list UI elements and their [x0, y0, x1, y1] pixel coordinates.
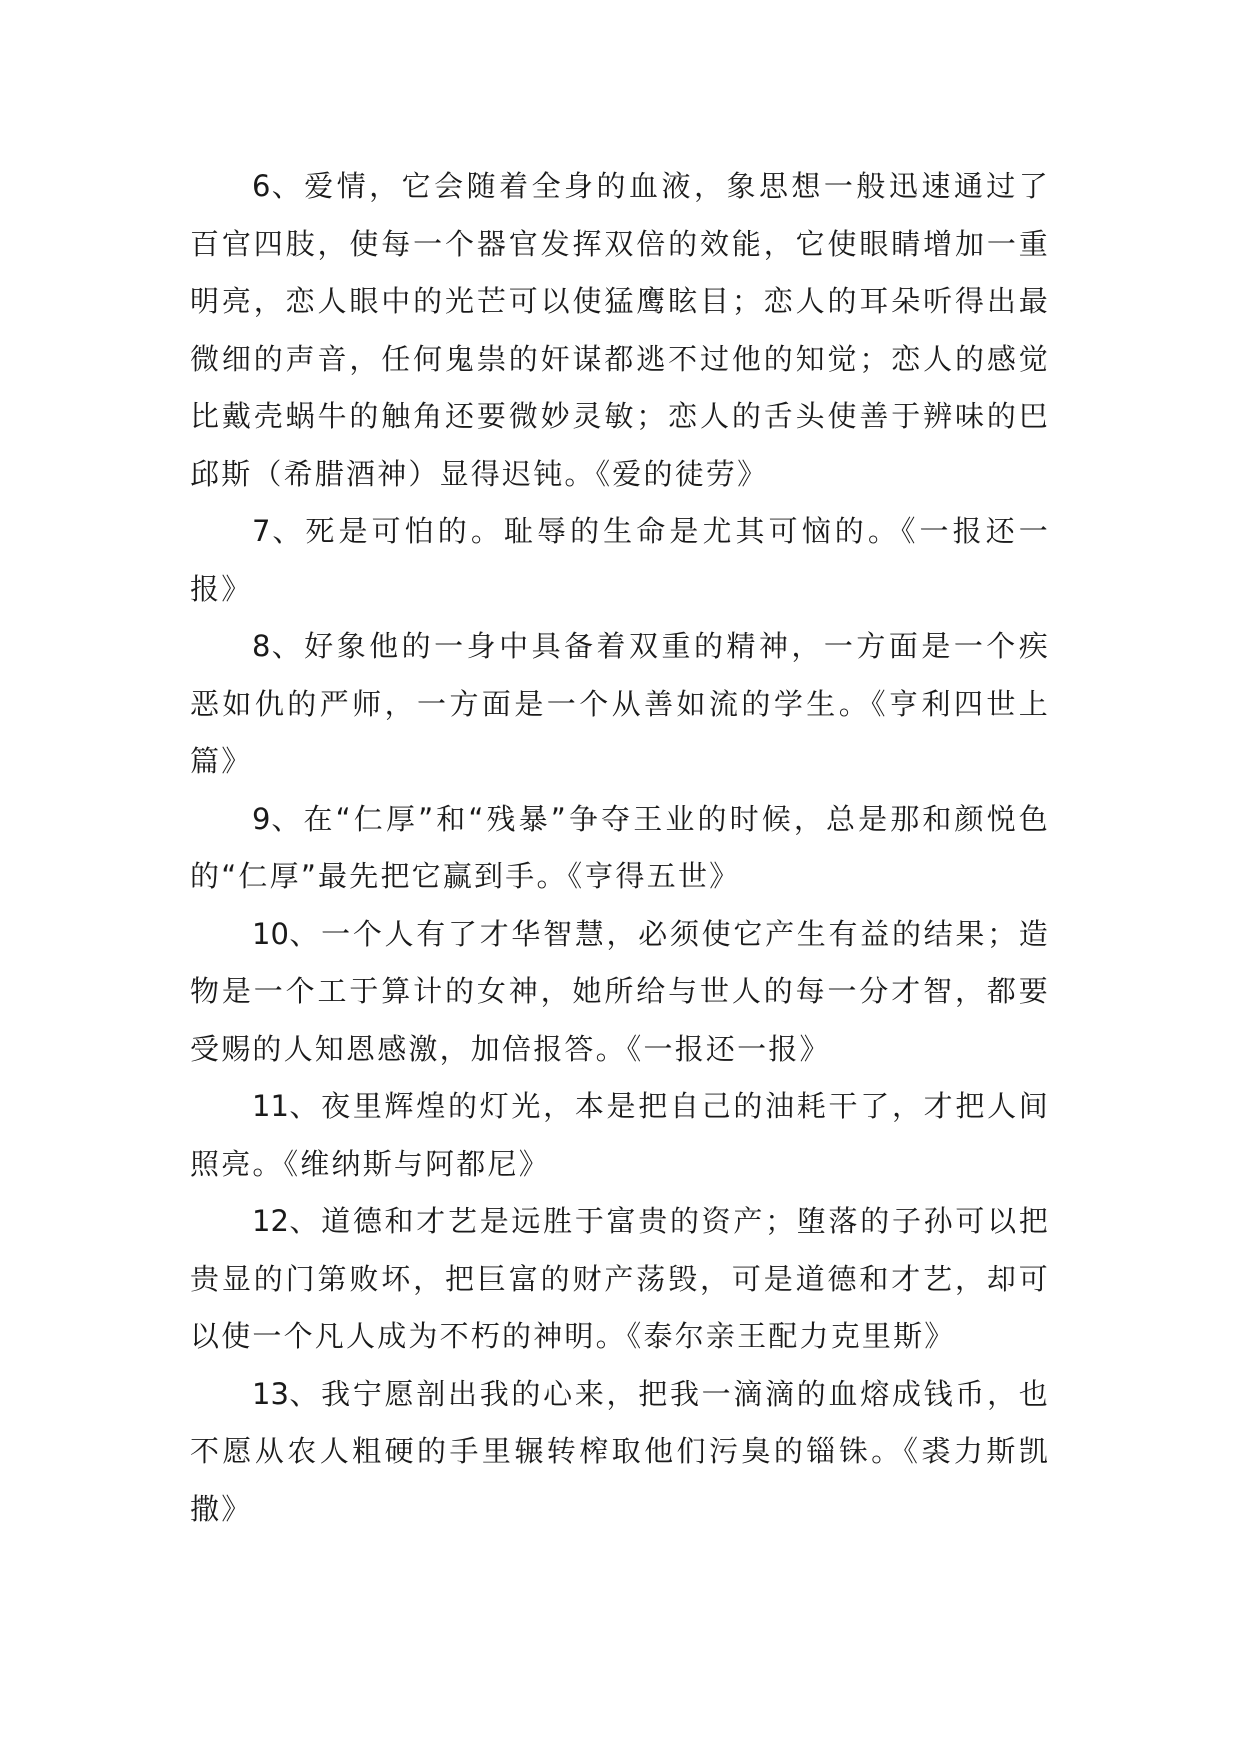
quote-paragraph-10 — [190, 906, 1050, 1079]
quote-text: 、一个人有了才华智慧，必须使它产生有益的结果；造物是一个工于算计的女神，她所给与世人的每一分才智，都要受赐的人知恩感激，加倍报答。《一报还一报》 — [190, 916, 1050, 1066]
quote-number: 11 — [252, 1089, 289, 1123]
quote-paragraph-12 — [190, 1193, 1050, 1366]
quote-number: 9 — [252, 801, 271, 836]
quote-text: 、在“仁厚”和“残暴”争夺王业的时候，总是那和颜悦色的“仁厚”最先把它赢到手。《亨得五世》 — [190, 801, 1050, 893]
quote-paragraph-8 — [190, 618, 1050, 791]
quote-paragraph-9 — [190, 791, 1050, 906]
document-body — [190, 158, 1050, 1538]
quote-number: 7 — [252, 514, 271, 548]
quote-text: 、道德和才艺是远胜于富贵的资产；堕落的子孙可以把贵显的门第败坏，把巨富的财产荡毁，可是道德和才艺，却可以使一个凡人成为不朽的神明。《泰尔亲王配力克里斯》 — [190, 1204, 1050, 1353]
quote-number: 12 — [252, 1204, 289, 1238]
quote-paragraph-11 — [190, 1078, 1050, 1193]
quote-text: 、爱情，它会随着全身的血液，象思想一般迅速通过了百官四肢，使每一个器官发挥双倍的效能，它使眼睛增加一重明亮，恋人眼中的光芒可以使猛鹰眩目；恋人的耳朵听得出最微细的声音，任何鬼祟的奸谋都逃不过他的知觉；恋人的感觉比戴壳蜗牛的触角还要微妙灵敏；恋人的舌头使善于辨味的巴邱斯（希腊酒神）显得迟钝。《爱的徒劳》 — [190, 169, 1050, 491]
quote-number: 6 — [252, 169, 271, 203]
quote-number: 8 — [252, 629, 271, 663]
quote-paragraph-6 — [190, 158, 1050, 503]
quote-number: 10 — [252, 916, 289, 951]
quote-text: 、好象他的一身中具备着双重的精神，一方面是一个疾恶如仇的严师，一方面是一个从善如流的学生。《亨利四世上篇》 — [190, 629, 1050, 778]
quote-paragraph-7 — [190, 503, 1050, 618]
quote-text: 、我宁愿剖出我的心来，把我一滴滴的血熔成钱币，也不愿从农人粗硬的手里辗转榨取他们污臭的锱铢。《裘力斯凯撒》 — [190, 1376, 1050, 1526]
quote-text: 、夜里辉煌的灯光，本是把自己的油耗干了，才把人间照亮。《维纳斯与阿都尼》 — [190, 1089, 1050, 1181]
quote-text: 、死是可怕的。耻辱的生命是尤其可恼的。《一报还一报》 — [190, 514, 1050, 606]
quote-number: 13 — [252, 1376, 289, 1411]
quote-paragraph-13 — [190, 1366, 1050, 1539]
